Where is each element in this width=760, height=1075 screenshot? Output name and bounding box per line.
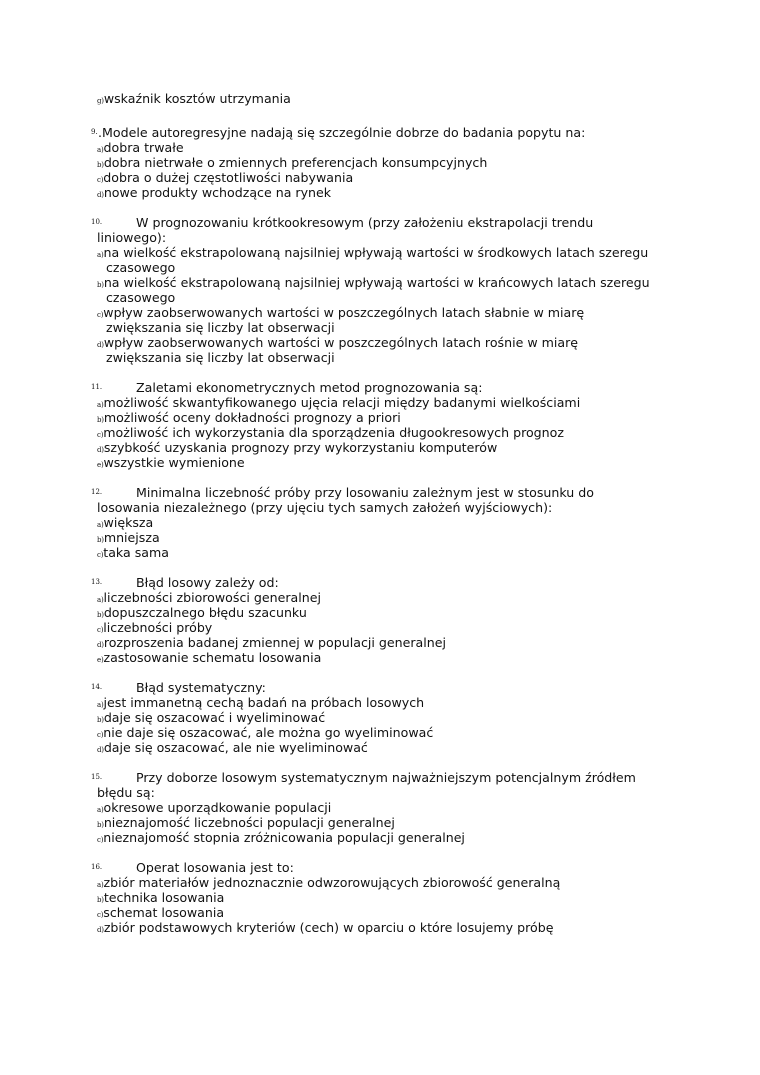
option-line — [97, 875, 560, 890]
option-marker: b) — [97, 416, 104, 424]
option-text: daje się oszacować, ale nie wyeliminować — [103, 740, 368, 755]
question-number: 15. — [91, 773, 103, 781]
option-text: wszystkie wymienione — [103, 455, 245, 470]
option-text: zwiększania się liczby lat obserwacji — [106, 320, 335, 335]
option-text: zbiór podstawowych kryteriów (cech) w oparciu o które losujemy próbę — [103, 920, 554, 935]
option-marker: b) — [97, 161, 104, 169]
option-text: dobra trwałe — [103, 140, 184, 155]
option-line — [97, 515, 153, 530]
option-line — [97, 815, 395, 830]
question-text: Błąd systematyczny: — [136, 680, 266, 695]
option-line — [97, 830, 465, 845]
option-line — [97, 800, 331, 815]
option-marker: e) — [97, 656, 104, 664]
question-text: losowania niezależnego (przy ujęciu tych samych założeń wyjściowych): — [97, 500, 553, 515]
question-stem-line — [91, 770, 691, 785]
option-line — [97, 530, 160, 545]
option-line — [97, 305, 584, 320]
option-marker: c) — [97, 311, 104, 319]
option-marker: a) — [97, 701, 104, 709]
option-marker: c) — [97, 911, 104, 919]
option-marker: c) — [97, 551, 104, 559]
option-marker: a) — [97, 596, 104, 604]
question-text: .Modele autoregresyjne nadają się szczególnie dobrze do badania popytu na: — [98, 125, 586, 140]
option-text: mniejsza — [103, 530, 160, 545]
option-marker: d) — [97, 926, 104, 934]
option-text: okresowe uporządkowanie populacji — [103, 800, 332, 815]
question-number: 14. — [91, 683, 103, 691]
option-text: możliwość oceny dokładności prognozy a priori — [103, 410, 401, 425]
option-marker: b) — [97, 281, 104, 289]
option-line — [97, 905, 224, 920]
option-text: zbiór materiałów jednoznacznie odwzorowujących zbiorowość generalną — [103, 875, 561, 890]
question-stem-line — [91, 680, 691, 695]
option-marker: a) — [97, 881, 104, 889]
option-text: na wielkość ekstrapolowaną najsilniej wpływają wartości w środkowych latach szeregu — [103, 245, 649, 260]
option-line — [97, 890, 224, 905]
question-text: Zaletami ekonometrycznych metod prognozowania są: — [136, 380, 483, 395]
option-line — [97, 710, 325, 725]
question-stem-line — [91, 215, 691, 230]
option-marker: a) — [97, 401, 104, 409]
option-marker: c) — [97, 176, 104, 184]
option-marker: b) — [97, 821, 104, 829]
option-line — [97, 410, 401, 425]
question-number: 16. — [91, 863, 103, 871]
question-text: liniowego): — [97, 230, 167, 245]
option-text: liczebności zbiorowości generalnej — [103, 590, 321, 605]
option-line — [97, 335, 578, 350]
option-marker: d) — [97, 641, 104, 649]
option-text: wskaźnik kosztów utrzymania — [103, 91, 291, 106]
option-text-continuation — [106, 350, 335, 365]
question-stem-line — [91, 575, 691, 590]
option-marker: d) — [97, 191, 104, 199]
option-line — [97, 725, 433, 740]
option-text: liczebności próby — [103, 620, 213, 635]
option-text: nieznajomość stopnia zróżnicowania populacji generalnej — [103, 830, 465, 845]
option-text: czasowego — [106, 260, 176, 275]
option-marker: a) — [97, 146, 104, 154]
option-line — [97, 455, 245, 470]
option-line — [97, 545, 169, 560]
option-line — [97, 245, 648, 260]
option-marker: c) — [97, 731, 104, 739]
question-text-continuation — [97, 785, 155, 800]
option-text: schemat losowania — [103, 905, 225, 920]
option-text: czasowego — [106, 290, 176, 305]
question-text: Minimalna liczebność próby przy losowaniu zależnym jest w stosunku do — [136, 485, 594, 500]
option-line — [97, 425, 564, 440]
option-line — [97, 695, 424, 710]
option-marker: b) — [97, 536, 104, 544]
option-text: dobra nietrwałe o zmiennych preferencjach konsumpcyjnych — [103, 155, 488, 170]
option-line — [97, 590, 321, 605]
option-marker: a) — [97, 521, 104, 529]
option-text: nieznajomość liczebności populacji generalnej — [103, 815, 395, 830]
option-line — [97, 185, 331, 200]
option-marker: c) — [97, 836, 104, 844]
option-marker: b) — [97, 611, 104, 619]
option-text: na wielkość ekstrapolowaną najsilniej wpływają wartości w krańcowych latach szeregu — [103, 275, 650, 290]
option-line — [97, 650, 321, 665]
question-stem-line — [91, 125, 691, 140]
option-line — [97, 740, 368, 755]
option-text: zastosowanie schematu losowania — [103, 650, 322, 665]
option-text-continuation — [106, 320, 335, 335]
option-text: dobra o dużej częstotliwości nabywania — [103, 170, 354, 185]
option-text: zwiększania się liczby lat obserwacji — [106, 350, 335, 365]
option-marker: b) — [97, 896, 104, 904]
option-line — [97, 395, 580, 410]
question-number: 11. — [91, 383, 103, 391]
question-text: W prognozowaniu krótkookresowym (przy założeniu ekstrapolacji trendu — [136, 215, 594, 230]
question-number: 12. — [91, 488, 103, 496]
option-line — [97, 155, 487, 170]
option-line — [97, 605, 307, 620]
option-text: technika losowania — [103, 890, 225, 905]
option-marker: a) — [97, 806, 104, 814]
question-stem-line — [91, 860, 691, 875]
option-line — [97, 635, 446, 650]
option-line — [97, 620, 212, 635]
option-marker: c) — [97, 626, 104, 634]
option-text: wpływ zaobserwowanych wartości w poszczególnych latach słabnie w miarę — [103, 305, 585, 320]
option-line — [97, 440, 497, 455]
question-text: błędu są: — [97, 785, 155, 800]
option-marker: c) — [97, 431, 104, 439]
question-number: 9. — [91, 128, 98, 136]
option-marker: e) — [97, 461, 104, 469]
question-stem-line — [91, 380, 691, 395]
question-text: Błąd losowy zależy od: — [136, 575, 279, 590]
option-marker: d) — [97, 446, 104, 454]
option-text: daje się oszacować i wyeliminować — [103, 710, 326, 725]
option-marker: b) — [97, 716, 104, 724]
option-text: nowe produkty wchodzące na rynek — [103, 185, 332, 200]
option-text: nie daje się oszacować, ale można go wyeliminować — [103, 725, 434, 740]
question-text-continuation — [97, 230, 166, 245]
option-text: większa — [103, 515, 154, 530]
question-text: Operat losowania jest to: — [136, 860, 294, 875]
option-text-continuation — [106, 260, 175, 275]
option-marker: d) — [97, 746, 104, 754]
question-text: Przy doborze losowym systematycznym najważniejszym potencjalnym źródłem — [136, 770, 636, 785]
option-text-continuation — [106, 290, 175, 305]
question-number: 10. — [91, 218, 103, 226]
option-marker: g) — [97, 97, 104, 105]
option-line — [97, 91, 291, 106]
option-line — [97, 140, 184, 155]
option-text: jest immanetną cechą badań na próbach losowych — [103, 695, 425, 710]
question-number: 13. — [91, 578, 103, 586]
question-text-continuation — [97, 500, 552, 515]
option-text: wpływ zaobserwowanych wartości w poszczególnych latach rośnie w miarę — [103, 335, 579, 350]
option-text: możliwość skwantyfikowanego ujęcia relacji między badanymi wielkościami — [103, 395, 581, 410]
option-marker: a) — [97, 251, 104, 259]
option-line — [97, 170, 353, 185]
option-text: możliwość ich wykorzystania dla sporządzenia długookresowych prognoz — [103, 425, 564, 440]
question-stem-line — [91, 485, 691, 500]
option-marker: d) — [97, 341, 104, 349]
option-text: szybkość uzyskania prognozy przy wykorzystaniu komputerów — [103, 440, 498, 455]
option-text: dopuszczalnego błędu szacunku — [103, 605, 307, 620]
option-line — [97, 275, 650, 290]
option-text: taka sama — [103, 545, 169, 560]
option-line — [97, 920, 553, 935]
option-text: rozproszenia badanej zmiennej w populacji generalnej — [103, 635, 446, 650]
